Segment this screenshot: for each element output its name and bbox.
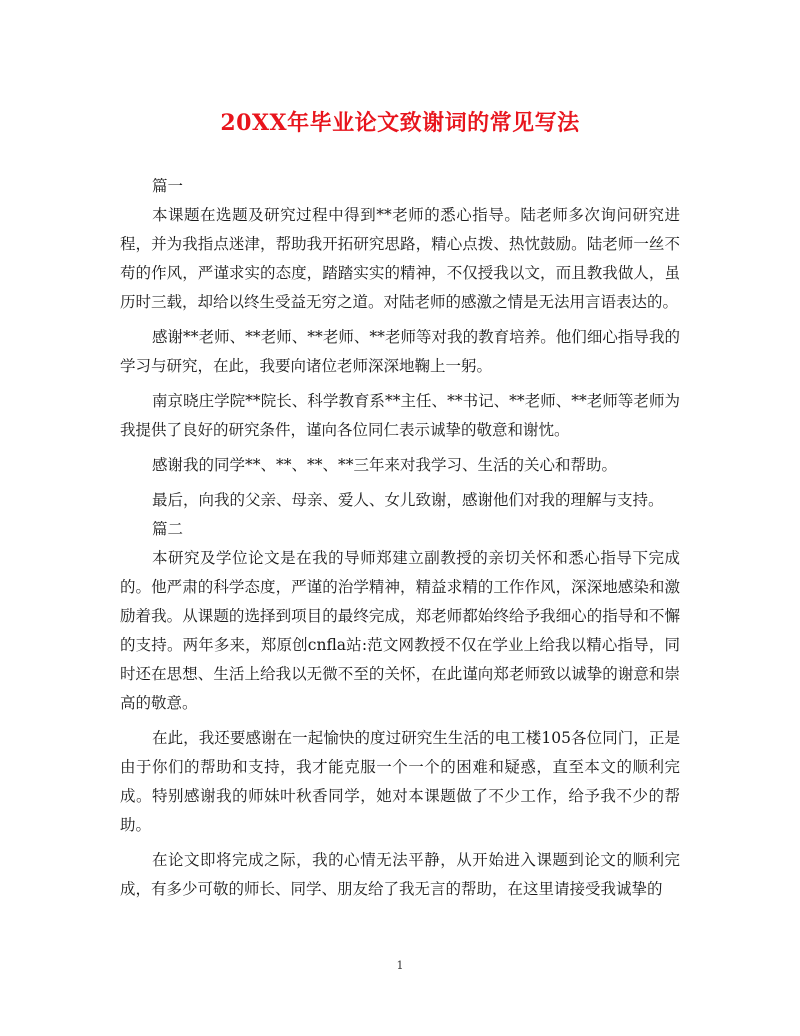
page-number: 1: [396, 959, 404, 972]
paragraph: 本课题在选题及研究过程中得到**老师的悉心指导。陆老师多次询问研究进程，并为我指点迷津，帮助我开拓研究思路，精心点拨、热忱鼓励。陆老师一丝不苟的作风，严谨求实的态度，踏踏实实的精神，不仅授我以文，而且教我做人，虽历时三载，却给以终生受益无穷之道。对陆老师的感激之情是无法用言语表达的。: [120, 206, 680, 311]
document-body: [120, 172, 680, 904]
document-title: 20XX年毕业论文致谢词的常见写法: [220, 110, 580, 136]
section-label-2: 篇二: [152, 520, 184, 538]
paragraph: 感谢**老师、**老师、**老师、**老师等对我的教育培养。他们细心指导我的学习与研究，在此，我要向诸位老师深深地鞠上一躬。: [120, 328, 680, 375]
paragraph: 在此，我还要感谢在一起愉快的度过研究生生活的电工楼105各位同门，正是由于你们的帮助和支持，我才能克服一个一个的困难和疑惑，直至本文的顺利完成。特别感谢我的师妹叶秋香同学，她对本课题做了不少工作，给予我不少的帮助。: [120, 729, 680, 834]
paragraph: 感谢我的同学**、**、**、**三年来对我学习、生活的关心和帮助。: [152, 456, 618, 474]
paragraph: 最后，向我的父亲、母亲、爱人、女儿致谢，感谢他们对我的理解与支持。: [152, 491, 664, 509]
paragraph: 在论文即将完成之际，我的心情无法平静，从开始进入课题到论文的顺利完成，有多少可敬的师长、同学、朋友给了我无言的帮助，在这里请接受我诚挚的: [120, 851, 680, 898]
paragraph: 本研究及学位论文是在我的导师郑建立副教授的亲切关怀和悉心指导下完成的。他严肃的科学态度，严谨的治学精神，精益求精的工作作风，深深地感染和激励着我。从课题的选择到项目的最终完成，郑老师都始终给予我细心的指导和不懈的支持。两年多来，郑原创cnfla站:范文网教授不仅在学业上给我以精心指导，同时还在思想、生活上给我以无微不至的关怀，在此谨向郑老师致以诚挚的谢意和崇高的敬意。: [120, 549, 680, 712]
paragraph: 南京晓庄学院**院长、科学教育系**主任、**书记、**老师、**老师等老师为我提供了良好的研究条件，谨向各位同仁表示诚挚的敬意和谢忱。: [120, 392, 680, 439]
section-label-1: 篇一: [152, 177, 184, 195]
